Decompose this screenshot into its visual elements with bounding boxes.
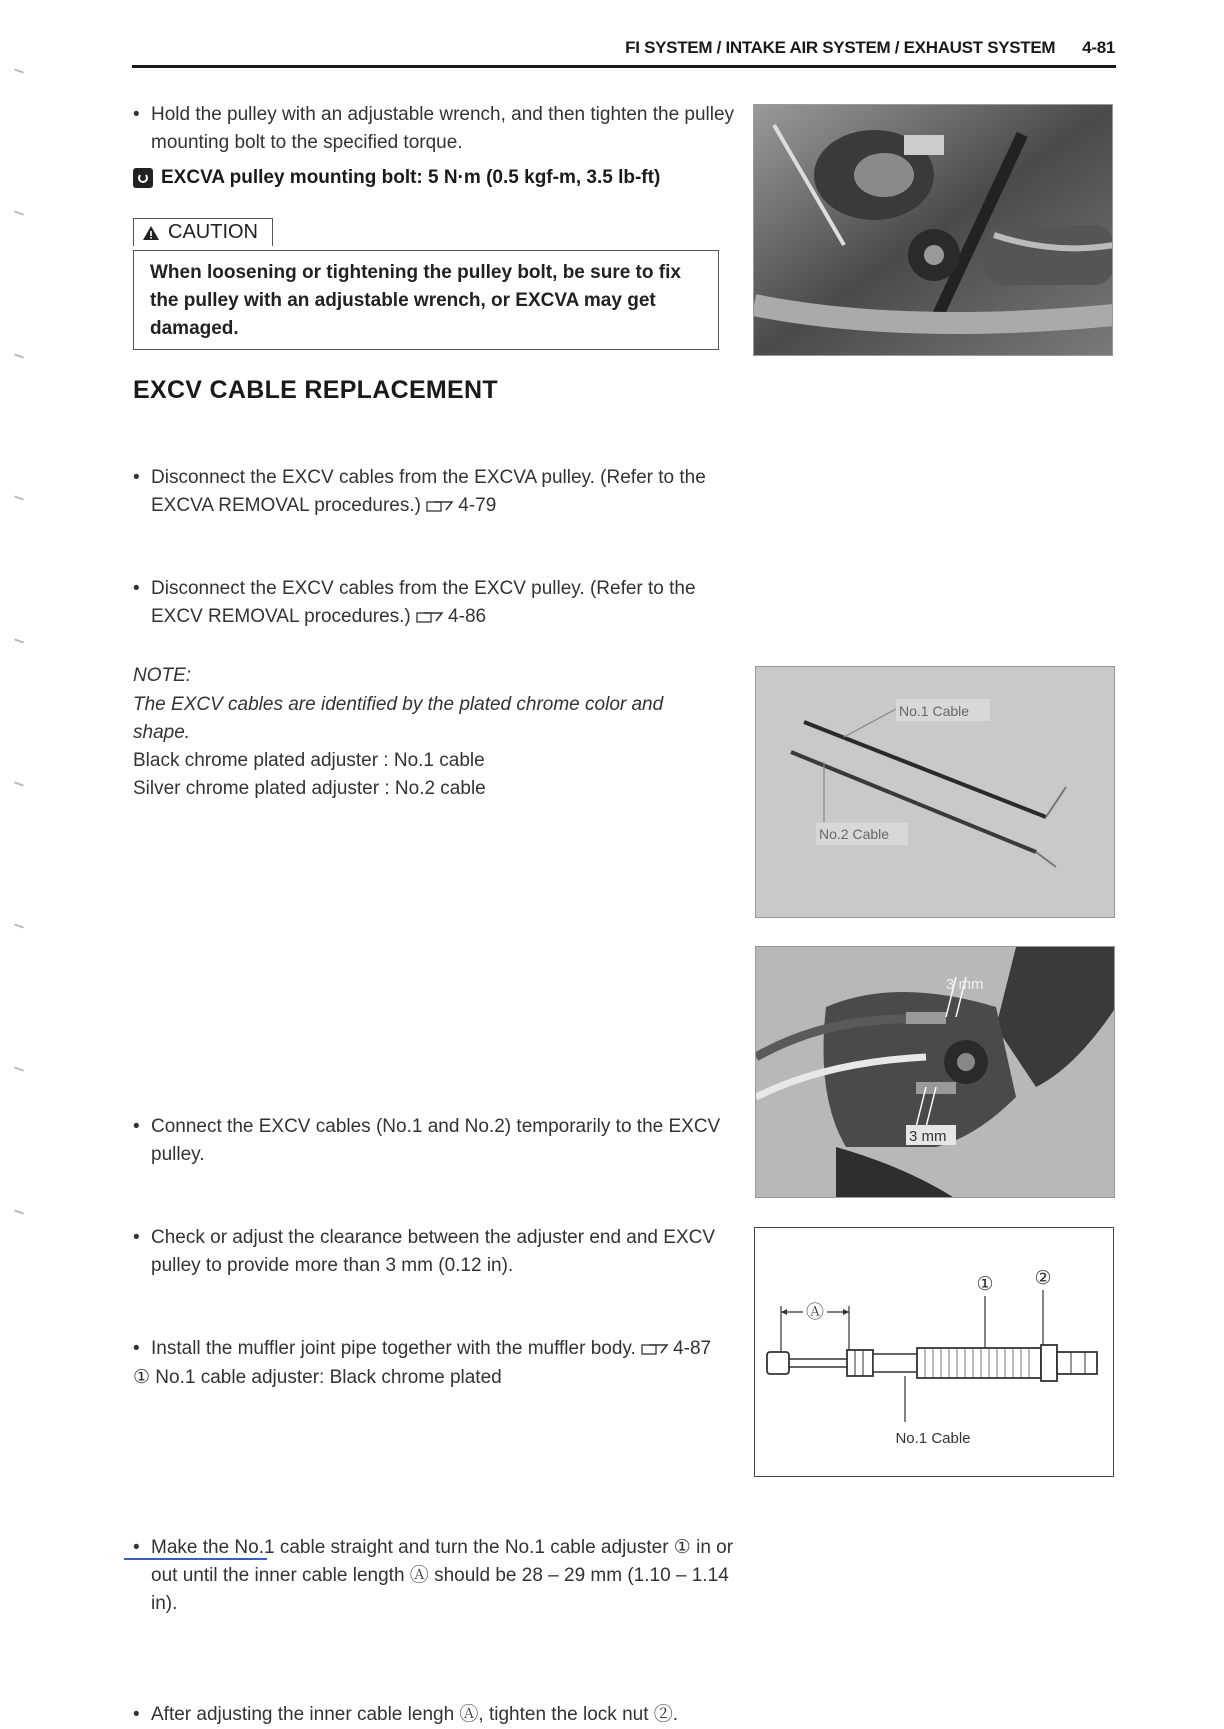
torque-wrench-icon <box>133 168 153 188</box>
footer-rule <box>124 1558 267 1560</box>
instruction-connect-cables: • Connect the EXCV cables (No.1 and No.2) temporarily to the EXCV pulley. <box>131 1113 743 1169</box>
marker-a: Ⓐ <box>806 1302 824 1322</box>
page-reference[interactable]: 4-87 <box>641 1338 711 1359</box>
margin-mark <box>14 68 24 73</box>
instruction-disconnect-excva: • Disconnect the EXCV cables from the EXCVA pulley. (Refer to the EXCVA REMOVAL procedures.) 4-79 <box>131 464 743 520</box>
header-title: FI SYSTEM / INTAKE AIR SYSTEM / EXHAUST SYSTEM <box>625 38 1056 57</box>
margin-mark <box>14 210 24 215</box>
clearance-label-bottom: 3 mm <box>909 1128 947 1145</box>
reference-arrow-icon <box>641 1342 671 1356</box>
margin-mark <box>14 353 24 358</box>
note-line-black: Black chrome plated adjuster : No.1 cable <box>133 750 485 771</box>
instruction-tighten-lock-nut: • After adjusting the inner cable lengh Ⓐ, tighten the lock nut ②. <box>131 1701 751 1729</box>
photo-pulley-wrench <box>753 104 1113 356</box>
instruction-disconnect-excv: • Disconnect the EXCV cables from the EXCV pulley. (Refer to the EXCV REMOVAL procedures.) 4-86 <box>131 575 743 631</box>
legend-adjuster: ① No.1 cable adjuster: Black chrome plated <box>133 1367 502 1388</box>
margin-mark <box>14 638 24 643</box>
caution-box <box>133 250 719 350</box>
instruction-check-clearance: • Check or adjust the clearance between the adjuster end and EXCV pulley to provide more than 3 mm (0.12 in). <box>131 1224 743 1280</box>
diagram-cable-adjuster <box>754 1227 1114 1477</box>
photo-clearance <box>755 946 1115 1198</box>
page-header <box>540 38 1115 58</box>
page-number: 4-81 <box>1082 38 1115 57</box>
warning-icon <box>142 225 160 241</box>
margin-mark <box>14 781 24 786</box>
cable-label: No.1 Cable <box>895 1430 971 1447</box>
reference-arrow-icon <box>416 610 446 624</box>
cable-label-no1: No.1 Cable <box>899 703 970 719</box>
page-reference[interactable]: 4-86 <box>416 606 486 627</box>
margin-mark <box>14 495 24 500</box>
note-text: The EXCV cables are identified by the plated chrome color and shape. <box>133 694 664 743</box>
instruction-hold-pulley: • Hold the pulley with an adjustable wrench, and then tighten the pulley mounting bolt to the specified torque. <box>131 101 743 157</box>
marker-1: ① <box>976 1274 994 1295</box>
note-line-silver: Silver chrome plated adjuster : No.2 cable <box>133 778 486 799</box>
photo-cables <box>755 666 1115 918</box>
cable-label-no2: No.2 Cable <box>819 826 890 842</box>
caution-text: When loosening or tightening the pulley bolt, be sure to fix the pulley with an adjustable wrench, or EXCVA may get damaged. <box>150 262 681 339</box>
header-rule <box>132 65 1116 68</box>
marker-2: ② <box>1034 1268 1052 1289</box>
instruction-adjust-cable: • Make the No.1 cable straight and turn the No.1 cable adjuster ① in or out until the inner cable length Ⓐ should be 28 – 29 mm (1.10 – 1.14 in). <box>131 1534 743 1618</box>
clearance-label-top: 3 mm <box>946 976 984 993</box>
margin-mark <box>14 923 24 928</box>
torque-spec: EXCVA pulley mounting bolt: 5 N·m (0.5 kgf-m, 3.5 lb-ft) <box>133 167 660 189</box>
section-heading: EXCV CABLE REPLACEMENT <box>133 376 498 404</box>
margin-mark <box>14 1066 24 1071</box>
instruction-install-muffler: • Install the muffler joint pipe together with the muffler body. 4-87 <box>131 1335 743 1363</box>
reference-arrow-icon <box>426 499 456 513</box>
caution-label: CAUTION <box>133 218 273 246</box>
note-title: NOTE: <box>133 665 192 686</box>
page-reference[interactable]: 4-79 <box>426 495 496 516</box>
margin-mark <box>14 1209 24 1214</box>
